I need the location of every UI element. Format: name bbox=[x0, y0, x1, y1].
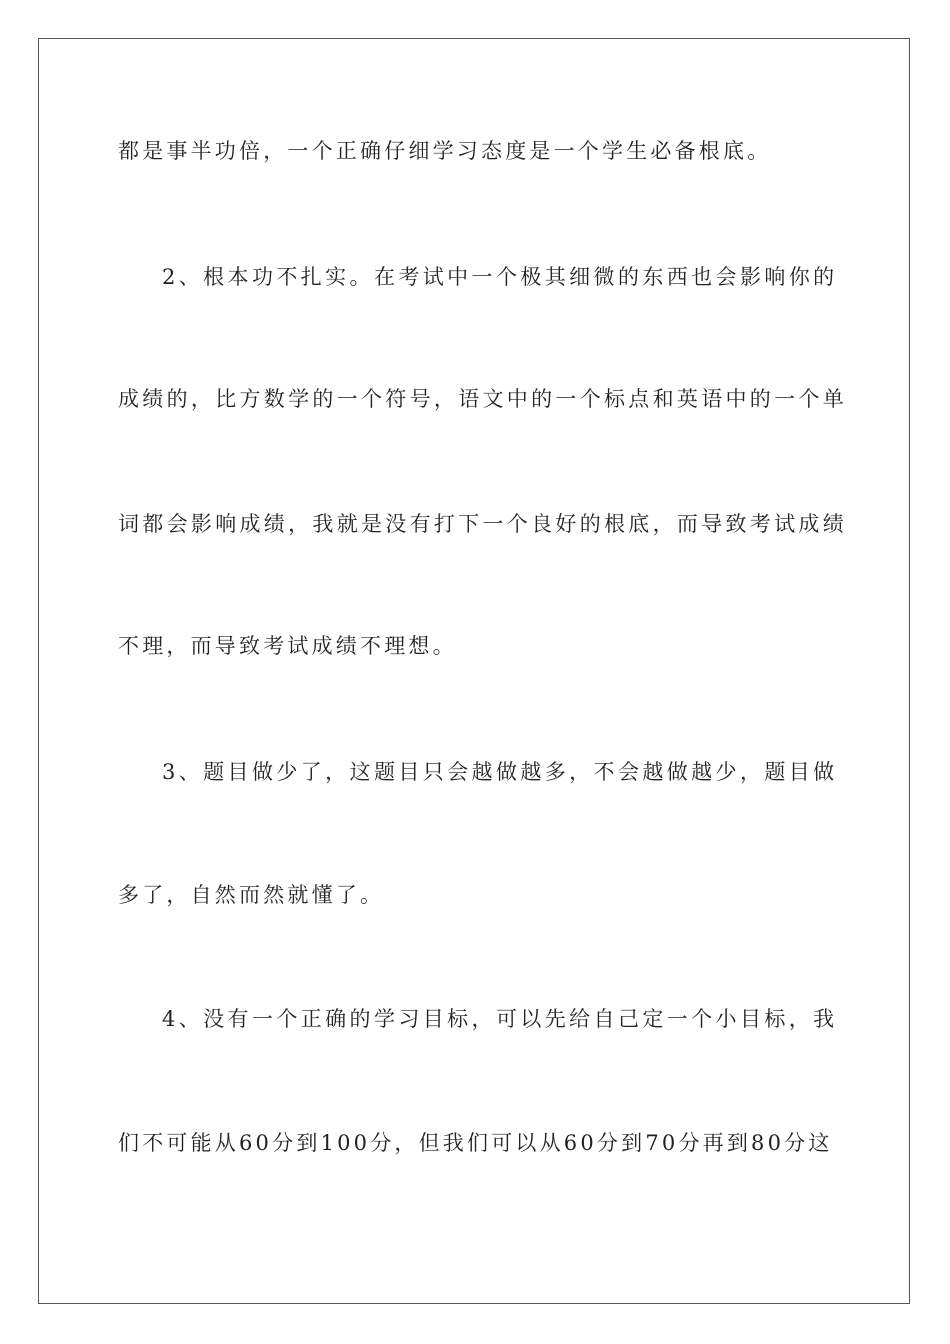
text-line-7: 多了，自然而然就懂了。 bbox=[118, 883, 385, 907]
text-line-9: 们不可能从60分到100分，但我们可以从60分到70分再到80分这 bbox=[118, 1131, 833, 1155]
text-line-3: 成绩的，比方数学的一个符号，语文中的一个标点和英语中的一个单 bbox=[118, 387, 847, 411]
text-line-2: 2、根本功不扎实。在考试中一个极其细微的东西也会影响你的 bbox=[162, 265, 838, 289]
text-line-6: 3、题目做少了，这题目只会越做越多，不会越做越少，题目做 bbox=[162, 760, 838, 784]
page-frame bbox=[38, 38, 910, 1304]
text-line-4: 词都会影响成绩，我就是没有打下一个良好的根底，而导致考试成绩 bbox=[118, 512, 847, 536]
text-line-5: 不理，而导致考试成绩不理想。 bbox=[118, 634, 457, 658]
text-line-1: 都是事半功倍，一个正确仔细学习态度是一个学生必备根底。 bbox=[118, 139, 772, 163]
text-line-8: 4、没有一个正确的学习目标，可以先给自己定一个小目标，我 bbox=[162, 1007, 838, 1031]
